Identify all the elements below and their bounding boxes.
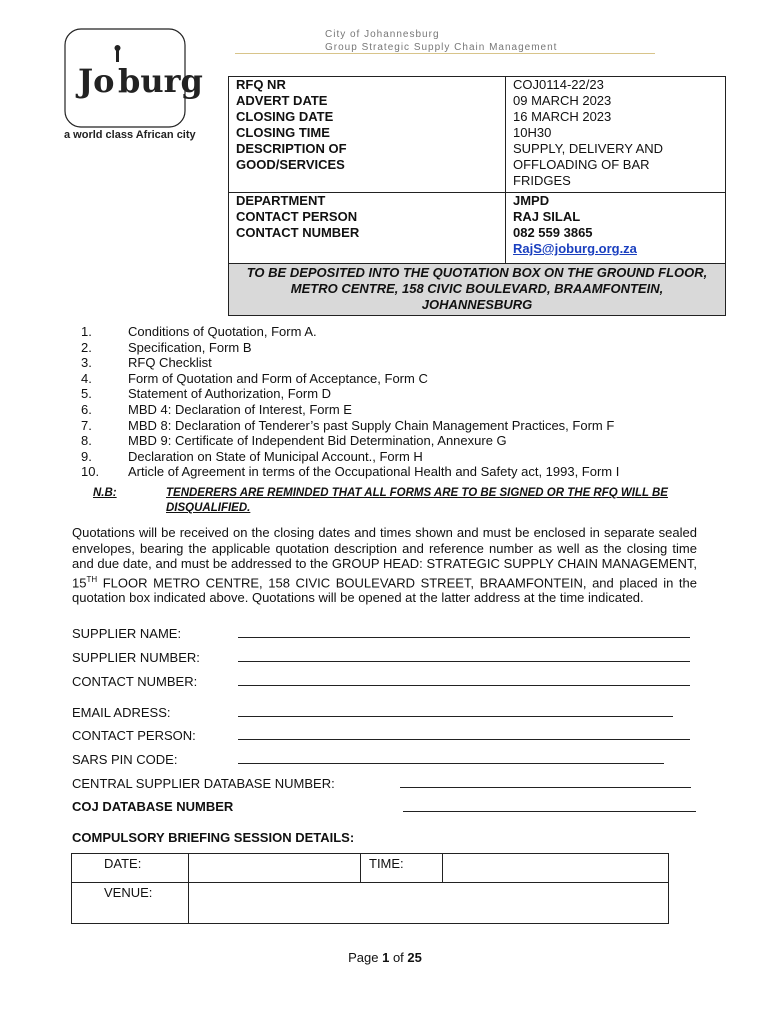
list-item-number: 7. xyxy=(81,417,92,433)
list-item-number: 1. xyxy=(81,324,92,339)
list-item-number: 9. xyxy=(81,448,92,464)
briefing-title: COMPULSORY BRIEFING SESSION DETAILS: xyxy=(72,830,355,845)
csd-number-input[interactable] xyxy=(400,773,691,788)
list-item xyxy=(74,355,619,371)
rfq-value-closing-time: 10H30 xyxy=(513,125,552,140)
list-item-text: Conditions of Quotation, Form A. xyxy=(128,324,317,339)
sars-pin-field xyxy=(72,752,177,767)
briefing-table xyxy=(71,853,669,924)
coj-database-field xyxy=(72,799,233,814)
list-item-text: Form of Quotation and Form of Acceptance, Form C xyxy=(128,370,428,386)
list-item xyxy=(74,340,619,356)
list-item-number: 5. xyxy=(81,386,92,402)
letterhead-dept: Group Strategic Supply Chain Management xyxy=(325,42,558,53)
instructions-part-a: Quotations will be received on the closing dates and times shown and must be enclosed in separate sealed envelopes, bearing the applicable quotation description and reference number as well as the closing time and due date, and must be addressed to the GROUP HEAD: STRATEGIC SUPPLY CHAIN MANAGEMENT, 15 xyxy=(72,525,697,590)
rfq-label-contact-person: CONTACT PERSON xyxy=(236,209,358,224)
field-label: SARS PIN CODE: xyxy=(72,752,178,767)
rfq-row xyxy=(229,77,726,193)
csd-number-field xyxy=(72,776,335,791)
contact-number-input[interactable] xyxy=(238,671,690,686)
rfq-label-contact-number: CONTACT NUMBER xyxy=(236,225,360,240)
letterhead-org: City of Johannesburg xyxy=(325,29,440,40)
letterhead xyxy=(325,28,557,54)
list-item-text: Statement of Authorization, Form D xyxy=(128,386,332,402)
rfq-contact-row xyxy=(229,193,726,264)
field-label: CONTACT PERSON: xyxy=(72,728,196,743)
nb-warning-text: TENDERERS ARE REMINDED THAT ALL FORMS ARE TO BE SIGNED OR THE RFQ WILL BE DISQUALIFIED. xyxy=(166,487,668,514)
coj-database-input[interactable] xyxy=(403,797,696,812)
list-item xyxy=(74,324,619,340)
list-item-text: Article of Agreement in terms of the Occupational Health and Safety act, 1993, Form I xyxy=(128,464,620,480)
list-item-text: Specification, Form B xyxy=(128,339,252,355)
list-item xyxy=(74,386,619,402)
briefing-time-input[interactable] xyxy=(443,854,669,883)
rfq-value-department: JMPD xyxy=(513,193,550,208)
rfq-label-department: DEPARTMENT xyxy=(236,193,326,208)
list-item-number: 6. xyxy=(81,401,92,417)
list-item-number: 8. xyxy=(81,433,92,449)
contact-email-link[interactable]: RajS@joburg.org.za xyxy=(513,241,637,256)
list-item xyxy=(74,449,619,465)
list-item-text: RFQ Checklist xyxy=(128,355,212,371)
rfq-value-description: SUPPLY, DELIVERY AND OFFLOADING OF BAR FRIDGES xyxy=(513,141,664,188)
joburg-logo xyxy=(64,28,203,128)
page-of: of xyxy=(389,950,408,965)
contact-person-input[interactable] xyxy=(238,725,690,740)
email-address-field xyxy=(72,705,171,720)
list-item xyxy=(74,418,619,434)
list-item-text: Declaration on State of Municipal Account., Form H xyxy=(128,448,423,464)
field-label: CONTACT NUMBER: xyxy=(72,674,198,689)
list-item-text: MBD 4: Declaration of Interest, Form E xyxy=(128,401,352,417)
header-rule xyxy=(235,53,655,54)
list-item xyxy=(74,433,619,449)
supplier-number-input[interactable] xyxy=(238,647,690,662)
sars-pin-input[interactable] xyxy=(238,749,664,764)
svg-text:Jo: Jo xyxy=(78,62,115,100)
contact-person-field xyxy=(72,728,196,743)
rfq-label-nr: RFQ NR xyxy=(236,77,286,92)
list-item-text: MBD 9: Certificate of Independent Bid Determination, Annexure G xyxy=(128,433,507,449)
rfq-label-description: DESCRIPTION OF GOOD/SERVICES xyxy=(236,141,347,172)
svg-text:burg: burg xyxy=(118,62,203,100)
briefing-date-input[interactable] xyxy=(189,854,361,883)
nb-label: N.B: xyxy=(93,487,117,499)
page-number: 1 xyxy=(382,950,390,965)
rfq-label-closing-date: CLOSING DATE xyxy=(236,109,334,124)
field-label: SUPPLIER NAME: xyxy=(72,626,182,641)
logo-tagline: a world class African city xyxy=(64,129,196,141)
field-label: SUPPLIER NUMBER: xyxy=(72,650,200,665)
list-item xyxy=(74,464,619,480)
rfq-value-closing-date: 16 MARCH 2023 xyxy=(513,109,612,124)
page-prefix: Page xyxy=(348,950,383,965)
list-item-number: 4. xyxy=(81,370,92,386)
field-label: COJ DATABASE NUMBER xyxy=(72,799,234,814)
briefing-venue-label: VENUE: xyxy=(72,883,189,924)
rfq-label-advert: ADVERT DATE xyxy=(236,93,328,108)
briefing-date-label: DATE: xyxy=(72,854,189,883)
supplier-name-input[interactable] xyxy=(238,623,690,638)
field-label: EMAIL ADRESS: xyxy=(72,705,171,720)
list-item-number: 2. xyxy=(81,339,92,355)
list-item xyxy=(74,402,619,418)
rfq-label-closing-time: CLOSING TIME xyxy=(236,125,330,140)
email-address-input[interactable] xyxy=(238,702,673,717)
rfq-value-advert: 09 MARCH 2023 xyxy=(513,93,612,108)
briefing-row-date xyxy=(72,854,669,883)
instructions-superscript: TH xyxy=(86,574,98,584)
list-item-number: 10. xyxy=(81,464,100,480)
rfq-value-contact-person: RAJ SILAL xyxy=(513,209,581,224)
briefing-row-venue xyxy=(72,883,669,924)
briefing-time-label: TIME: xyxy=(361,854,443,883)
rfq-value-contact-number: 082 559 3865 xyxy=(513,225,593,240)
deposit-instructions: TO BE DEPOSITED INTO THE QUOTATION BOX ON THE GROUND FLOOR, METRO CENTRE, 158 CIVIC BOULEVARD, BRAAMFONTEIN, JOHANNESBURG xyxy=(229,264,726,316)
page-total: 25 xyxy=(407,950,422,965)
instructions-part-b: FLOOR METRO CENTRE, 158 CIVIC BOULEVARD STREET, BRAAMFONTEIN, and placed in the quotation box indicated above. Quotations will be opened at the latter address at the time indicated. xyxy=(72,574,697,606)
briefing-venue-input[interactable] xyxy=(189,883,669,924)
supplier-name-field xyxy=(72,626,181,641)
rfq-details-table xyxy=(228,76,726,316)
page-footer xyxy=(0,950,770,965)
list-item-number: 3. xyxy=(81,355,92,371)
rfq-deposit-row xyxy=(229,264,726,316)
contact-number-field xyxy=(72,674,197,689)
supplier-number-field xyxy=(72,650,200,665)
nb-warning xyxy=(166,486,686,516)
field-label: CENTRAL SUPPLIER DATABASE NUMBER: xyxy=(72,776,335,791)
forms-list xyxy=(74,324,619,480)
list-item-text: MBD 8: Declaration of Tenderer’s past Supply Chain Management Practices, Form F xyxy=(128,417,615,433)
rfq-value-nr: COJ0114-22/23 xyxy=(513,77,604,92)
list-item xyxy=(74,371,619,387)
submission-instructions xyxy=(72,525,697,606)
